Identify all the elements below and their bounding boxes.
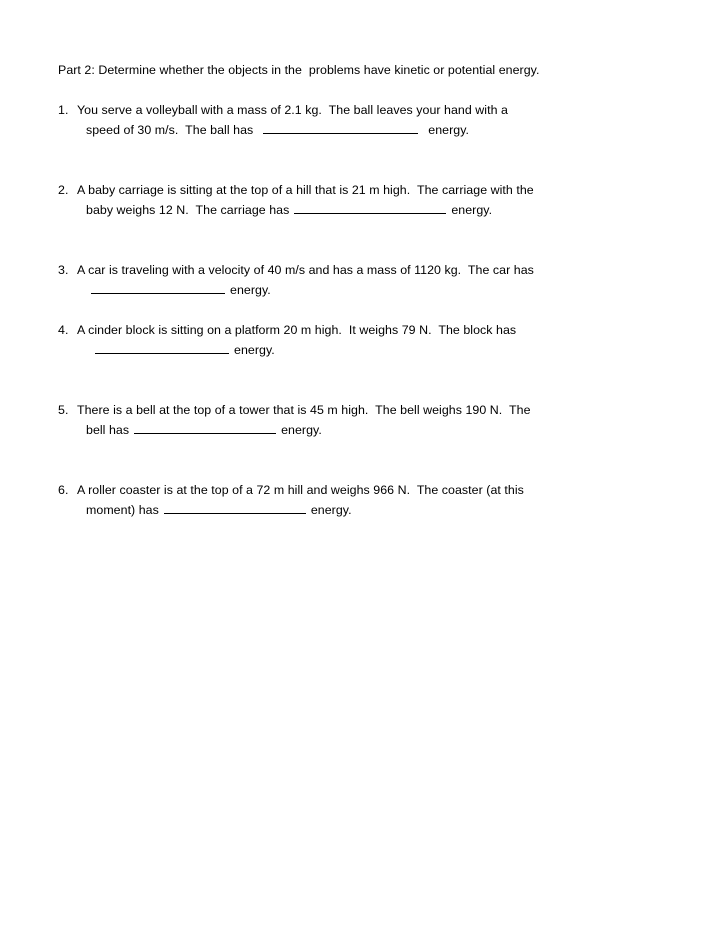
question-line-primary: [58, 260, 670, 280]
question-item: [58, 100, 670, 140]
question-text: A roller coaster is at the top of a 72 m hill and weighs 966 N. The coaster (at this: [77, 483, 524, 497]
worksheet-heading: Part 2: Determine whether the objects in the problems have kinetic or potential energy.: [58, 63, 540, 77]
answer-unit-label: energy.: [451, 203, 493, 217]
question-text-continued: speed of 30 m/s. The ball has: [86, 123, 254, 137]
question-line-primary: [58, 400, 670, 420]
question-line-primary: [58, 180, 670, 200]
question-text: You serve a volleyball with a mass of 2.1 kg. The ball leaves your hand with a: [77, 103, 508, 117]
question-item: [58, 320, 670, 360]
question-number: 1.: [58, 103, 69, 117]
spacer: [58, 440, 670, 480]
question-line-secondary: [58, 500, 670, 520]
question-item: [58, 180, 670, 220]
question-text: A cinder block is sitting on a platform 20 m high. It weighs 79 N. The block has: [77, 323, 517, 337]
question-line-secondary: [58, 120, 670, 140]
spacer: [58, 80, 670, 100]
spacer: [58, 360, 670, 400]
question-item: [58, 480, 670, 520]
answer-unit-label: energy.: [428, 123, 470, 137]
answer-unit-label: energy.: [310, 503, 352, 517]
question-number: 6.: [58, 483, 69, 497]
question-number: 3.: [58, 263, 69, 277]
question-number: 2.: [58, 183, 69, 197]
question-line-secondary: [58, 200, 670, 220]
question-text-continued: baby weighs 12 N. The carriage has: [86, 203, 290, 217]
answer-blank[interactable]: [91, 282, 225, 294]
worksheet-content: [58, 60, 670, 520]
question-text-continued: moment) has: [86, 503, 159, 517]
answer-blank[interactable]: [95, 342, 229, 354]
spacer: [58, 220, 670, 260]
question-line-primary: [58, 320, 670, 340]
answer-blank[interactable]: [263, 122, 418, 134]
answer-blank[interactable]: [134, 422, 276, 434]
answer-blank[interactable]: [164, 502, 306, 514]
spacer: [58, 140, 670, 180]
question-line-primary: [58, 480, 670, 500]
answer-unit-label: energy.: [230, 283, 271, 297]
question-number: 5.: [58, 403, 69, 417]
question-item: [58, 260, 670, 300]
question-text: A car is traveling with a velocity of 40 m/s and has a mass of 1120 kg. The car has: [77, 263, 534, 277]
answer-unit-label: energy.: [281, 423, 322, 437]
question-item: [58, 400, 670, 440]
question-line-secondary: [58, 340, 670, 360]
question-text-continued: bell has: [86, 423, 130, 437]
question-text: There is a bell at the top of a tower that is 45 m high. The bell weighs 190 N. The: [77, 403, 531, 417]
question-line-secondary: [58, 280, 670, 300]
question-line-secondary: [58, 420, 670, 440]
spacer: [58, 300, 670, 320]
answer-blank[interactable]: [294, 202, 446, 214]
answer-unit-label: energy.: [234, 343, 275, 357]
question-line-primary: [58, 100, 670, 120]
question-text: A baby carriage is sitting at the top of a hill that is 21 m high. The carriage with the: [77, 183, 534, 197]
question-number: 4.: [58, 323, 69, 337]
